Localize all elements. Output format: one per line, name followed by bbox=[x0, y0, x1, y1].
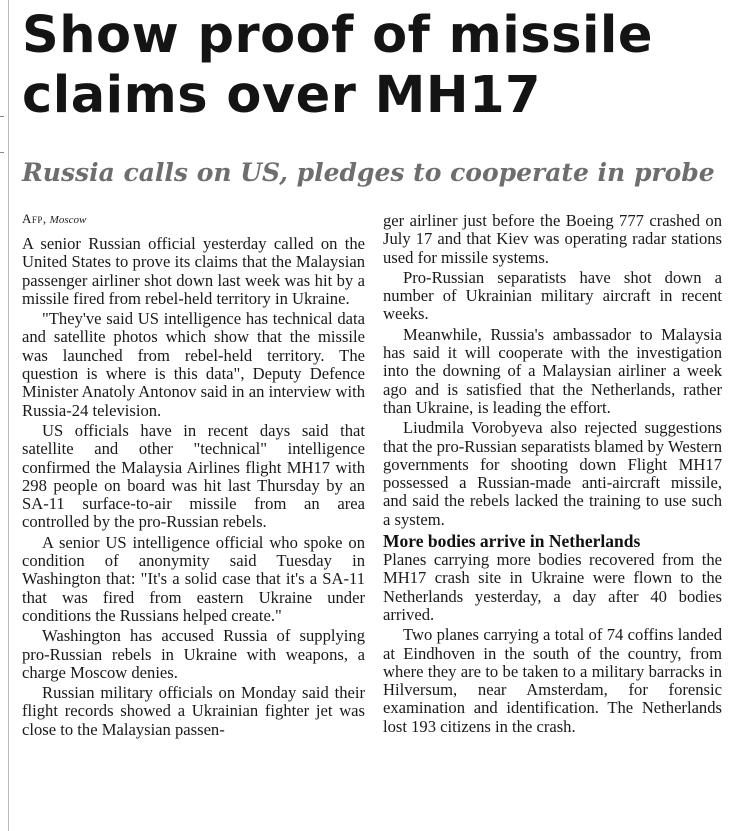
byline-place: Moscow bbox=[49, 214, 87, 226]
paragraph: Two planes carrying a total of 74 coffins landed at Eindhoven in the south of the country, from where they are to be taken to a military barracks in Hilversum, near Amsterdam, for forensic examination and identification. The Netherlands lost 193 citizens in the crash. bbox=[383, 625, 722, 736]
byline-agency: Afp, bbox=[22, 211, 47, 226]
paragraph: Planes carrying more bodies recovered from the MH17 crash site in Ukraine were flown to the Netherlands yesterday, a day after 40 bodies arrived. bbox=[383, 550, 722, 624]
margin-tick bbox=[0, 116, 4, 117]
paragraph: ger airliner just before the Boeing 777 crashed on July 17 and that Kiev was operating radar stations used for missile systems. bbox=[383, 211, 722, 267]
byline bbox=[22, 212, 365, 227]
paragraph: US officials have in recent days said that satellite and other "technical" intelligence confirmed the Malaysia Airlines flight MH17 with 298 people on board was hit last Thursday by an SA-11 surface-to-air missile from an area controlled by the pro-Russian rebels. bbox=[22, 420, 365, 532]
headline: Show proof of missile claims over MH17 bbox=[22, 6, 653, 125]
paragraph: Russian military officials on Monday said their flight records showed a Ukrainian fighter jet was close to the Malaysian passen- bbox=[22, 683, 365, 739]
paragraph: Liudmila Vorobyeva also rejected suggestions that the pro-Russian separatists blamed by Western governments for shooting down Flight MH17 possessed a Russian-made anti-aircraft missile, and said the rebels lacked the training to use such a system. bbox=[383, 418, 722, 529]
left-margin-rule bbox=[8, 0, 9, 831]
paragraph: Washington has accused Russia of supplying pro-Russian rebels in Ukraine with weapons, a charge Moscow denies. bbox=[22, 626, 365, 682]
paragraph: Pro-Russian separatists have shot down a number of Ukrainian military aircraft in recent weeks. bbox=[383, 267, 722, 324]
article-column-2 bbox=[383, 212, 722, 738]
paragraph: Meanwhile, Russia's ambassador to Malaysia has said it will cooperate with the investigation into the downing of a Malaysian airliner a week ago and is satisfied that the Netherlands, rather than Ukraine, is leading the effort. bbox=[383, 324, 722, 417]
margin-tick bbox=[0, 152, 4, 153]
subheadline: Russia calls on US, pledges to cooperate in probe bbox=[22, 158, 715, 187]
section-heading: More bodies arrive in Netherlands bbox=[383, 531, 641, 552]
article-column-1 bbox=[22, 212, 365, 741]
paragraph: A senior Russian official yesterday called on the United States to prove its claims that the Malaysian passenger airliner shot down last week was hit by a missile fired from rebel-held territory in Ukraine. bbox=[22, 234, 365, 308]
paragraph: "They've said US intelligence has technical data and satellite photos which show that the missile was launched from rebel-held territory. The question is where is this data", Deputy Defence Minister Anatoly Antonov said in an interview with Russia-24 television. bbox=[22, 309, 365, 420]
paragraph: A senior US intelligence official who spoke on condition of anonymity said Tuesday in Washington that: "It's a solid case that it's a SA-11 that was fired from eastern Ukraine under conditions the Russians helped create." bbox=[22, 532, 365, 625]
